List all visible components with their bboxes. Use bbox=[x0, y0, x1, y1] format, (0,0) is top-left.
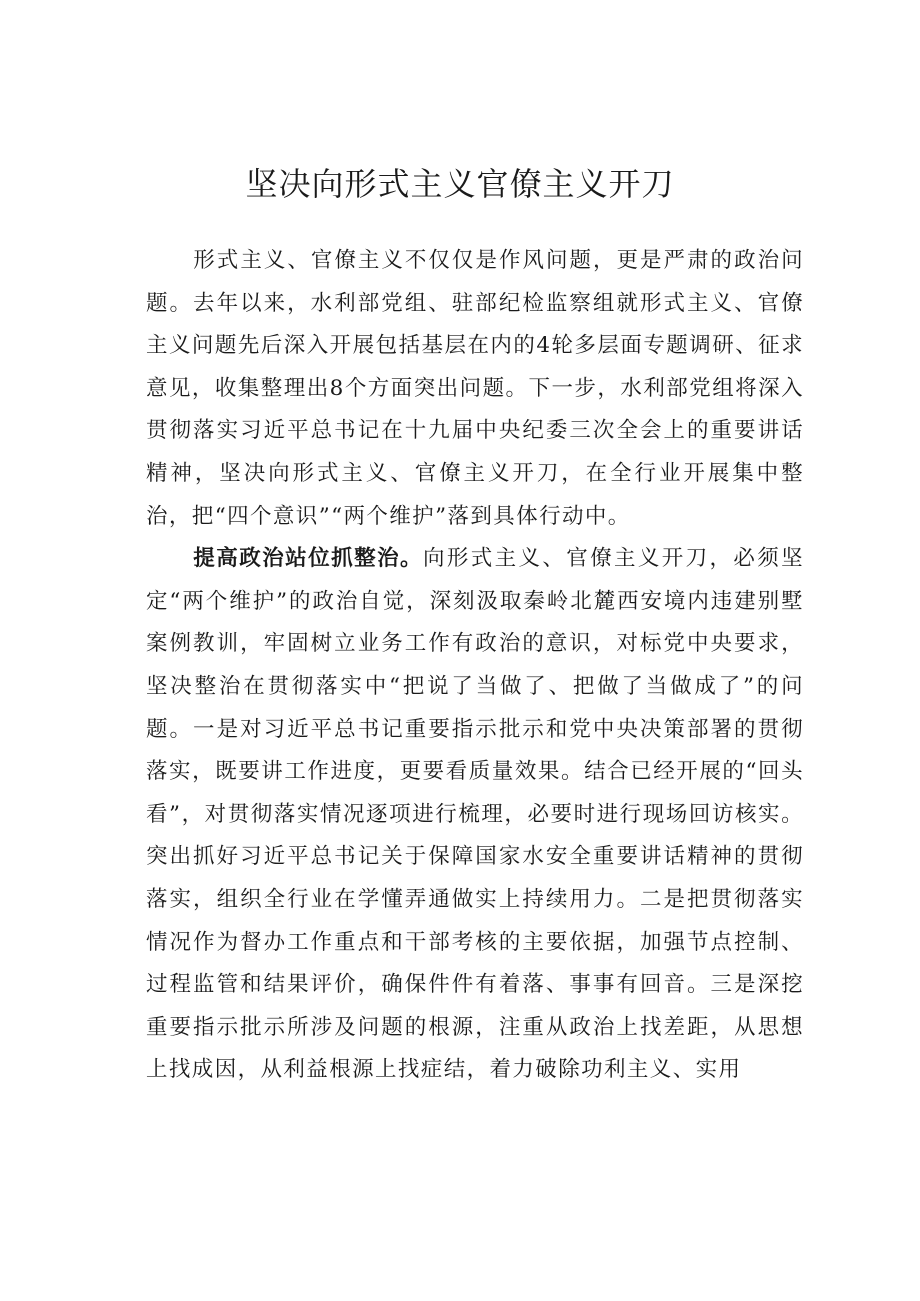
document-title: 坚决向形式主义官僚主义开刀 bbox=[245, 165, 675, 203]
document-body bbox=[146, 240, 804, 1092]
paragraph-intro bbox=[146, 240, 804, 538]
paragraph-political-standing bbox=[146, 538, 804, 1092]
paragraph-lead-heading: 提高政治站位抓整治。 bbox=[193, 546, 424, 572]
paragraph-intro-text: 形式主义、官僚主义不仅仅是作风问题，更是严肃的政治问题。去年以来，水利部党组、驻部纪检监察组就形式主义、官僚主义问题先后深入开展包括基层在内的4轮多层面专题调研、征求意见，收集整理出8个方面突出问题。下一步，水利部党组将深入贯彻落实习近平总书记在十九届中央纪委三次全会上的重要讲话精神，坚决向形式主义、官僚主义开刀，在全行业开展集中整治，把“四个意识”“两个维护”落到具体行动中。 bbox=[146, 248, 804, 529]
paragraph-political-standing-text: 向形式主义、官僚主义开刀，必须坚定“两个维护”的政治自觉，深刻汲取秦岭北麓西安境内违建别墅案例教训，牢固树立业务工作有政治的意识，对标党中央要求，坚决整治在贯彻落实中“把说了当做了、把做了当做成了”的问题。一是对习近平总书记重要指示批示和党中央决策部署的贯彻落实，既要讲工作进度，更要看质量效果。结合已经开展的“回头看”，对贯彻落实情况逐项进行梳理，必要时进行现场回访核实。突出抓好习近平总书记关于保障国家水安全重要讲话精神的贯彻落实，组织全行业在学懂弄通做实上持续用力。二是把贯彻落实情况作为督办工作重点和干部考核的主要依据，加强节点控制、过程监管和结果评价，确保件件有着落、事事有回音。三是深挖重要指示批示所涉及问题的根源，注重从政治上找差距，从思想上找成因，从利益根源上找症结，着力破除功利主义、实用 bbox=[146, 546, 804, 1083]
